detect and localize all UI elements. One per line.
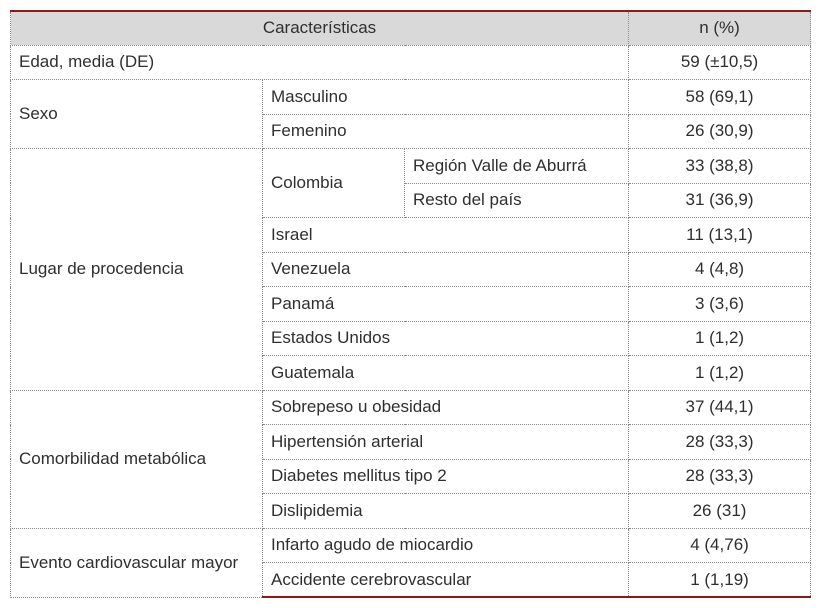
row-value: 28 (33,3) bbox=[629, 459, 811, 494]
row-value: 31 (36,9) bbox=[629, 183, 811, 218]
row-label: Guatemala bbox=[263, 356, 629, 391]
row-value: 28 (33,3) bbox=[629, 425, 811, 460]
row-value: 3 (3,6) bbox=[629, 287, 811, 322]
row-label: Hipertensión arterial bbox=[263, 425, 629, 460]
row-label: Región Valle de Aburrá bbox=[405, 149, 629, 184]
row-value-age: 59 (±10,5) bbox=[629, 45, 811, 80]
row-label: Resto del país bbox=[405, 183, 629, 218]
row-label: Diabetes mellitus tipo 2 bbox=[263, 459, 629, 494]
row-label: Femenino bbox=[263, 114, 629, 149]
row-value: 26 (31) bbox=[629, 494, 811, 529]
row-label: Accidente cerebrovascular bbox=[263, 563, 629, 598]
row-label: Israel bbox=[263, 218, 629, 253]
row-label: Masculino bbox=[263, 80, 629, 115]
group-label-metabolic: Comorbilidad metabólica bbox=[11, 390, 263, 528]
characteristics-table bbox=[10, 10, 811, 598]
row-value: 1 (1,19) bbox=[629, 563, 811, 598]
row-value: 26 (30,9) bbox=[629, 114, 811, 149]
row-value: 11 (13,1) bbox=[629, 218, 811, 253]
row-label: Panamá bbox=[263, 287, 629, 322]
table-row bbox=[11, 80, 811, 115]
row-label: Infarto agudo de miocardio bbox=[263, 528, 629, 563]
header-characteristics: Características bbox=[11, 11, 629, 45]
row-label: Dislipidemia bbox=[263, 494, 629, 529]
row-label: Estados Unidos bbox=[263, 321, 629, 356]
row-value: 4 (4,8) bbox=[629, 252, 811, 287]
row-label: Venezuela bbox=[263, 252, 629, 287]
header-row bbox=[11, 11, 811, 45]
row-value: 33 (38,8) bbox=[629, 149, 811, 184]
table-row bbox=[11, 149, 811, 184]
table-row bbox=[11, 390, 811, 425]
row-label-age: Edad, media (DE) bbox=[11, 45, 629, 80]
group-label-sex: Sexo bbox=[11, 80, 263, 149]
table-row bbox=[11, 528, 811, 563]
header-n-percent: n (%) bbox=[629, 11, 811, 45]
row-value: 1 (1,2) bbox=[629, 356, 811, 391]
subgroup-label-colombia: Colombia bbox=[263, 149, 405, 218]
characteristics-table-container bbox=[10, 10, 810, 598]
row-value: 1 (1,2) bbox=[629, 321, 811, 356]
row-value: 58 (69,1) bbox=[629, 80, 811, 115]
group-label-cardio: Evento cardiovascular mayor bbox=[11, 528, 263, 597]
row-label: Sobrepeso u obesidad bbox=[263, 390, 629, 425]
row-value: 37 (44,1) bbox=[629, 390, 811, 425]
row-value: 4 (4,76) bbox=[629, 528, 811, 563]
table-row bbox=[11, 45, 811, 80]
group-label-origin: Lugar de procedencia bbox=[11, 149, 263, 391]
